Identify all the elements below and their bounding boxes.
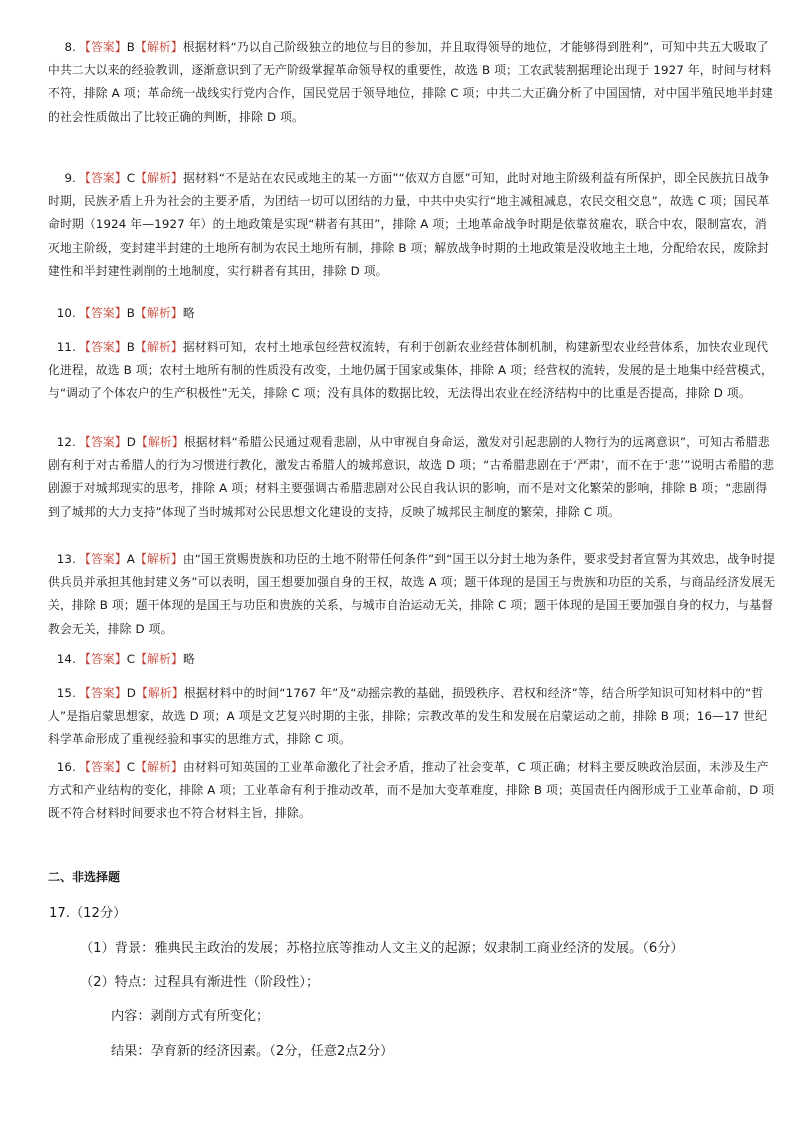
item-number: 11.	[56, 340, 76, 354]
q17-features: （2）特点：过程具有渐进性（阶段性）；	[80, 975, 320, 990]
analysis-text: 据材料可知，农村土地承包经营权流转，有利于创新农业经营体制机制，构建新型农业经营体系，加快农业现代化进程，故选 B 项；农村土地所有制的性质没有改变，土地仍属于国家或集体，排除 A 项；经营权的流转，发展的是土地集中经营模式，与“调动了个体农户的生产积极性”无关，排除 C 项；没有具体的数据比较，无法得出农业在经济结构中的比重是否提高，排除 D 项。	[48, 340, 773, 401]
answer-tag: 【答案】	[79, 306, 127, 320]
analysis-text: 根据材料“乃以自己阶级独立的地位与目的参加，并且取得领导的地位，才能够得到胜利”，可知中共五大吸取了中共二大以来的经验教训，逐渐意识到了无产阶级掌握革命领导权的重要性，故选 B 项；工农武装割据理论出现于 1927 年，时间与材料不符，排除 A 项；革命统一战线实行党内合作，国民党居于领导地位，排除 C 项；中共二大正确分析了中国国情，对中国半殖民地半封建的社会性质做出了比较正确的判断，排除 D 项。	[48, 40, 774, 124]
analysis-tag: 【解析】	[135, 340, 183, 354]
analysis-tag: 【解析】	[135, 552, 183, 566]
item-number: 10.	[56, 306, 76, 320]
analysis-tag: 【解析】	[135, 652, 183, 666]
analysis-tag: 【解析】	[135, 760, 183, 774]
answer-choice: B	[126, 340, 136, 354]
answer-item-14	[48, 648, 778, 671]
item-number: 8.	[64, 40, 76, 54]
analysis-text: 根据材料“希腊公民通过观看悲剧，从中审视自身命运，激发对引起悲剧的人物行为的远离意识”，可知古希腊悲剧有利于对古希腊人的行为习惯进行教化，激发古希腊人的城邦意识，故选 D 项；“古希腊悲剧在于‘严肃’，而不在于‘悲’”说明古希腊的悲剧源于对城邦现实的思考，排除 A 项；材料主要强调古希腊悲剧对公民自我认识的影响，而不是对文化繁荣的影响，排除 B 项；“悲剧得到了城邦的大力支持”体现了当时城邦对公民思想文化建设的支持，反映了城邦民主制度的繁荣，排除 C 项。	[48, 435, 775, 519]
analysis-text: 略	[182, 306, 195, 320]
q17-header: 17.（12分）	[49, 906, 127, 921]
analysis-text: 由材料可知英国的工业革命激化了社会矛盾，推动了社会变革，C 项正确；材料主要反映政治层面，未涉及生产方式和产业结构的变化，排除 A 项；工业革命有利于推动改革，而不是加大变革难度，排除 B 项；英国责任内阁形成于工业革命前，D 项既不符合材料时间要求也不符合材料主旨，排除。	[48, 760, 775, 821]
q17-content: 内容：剥削方式有所变化；	[111, 1009, 270, 1024]
answer-tag: 【答案】	[79, 652, 127, 666]
q17-result: 结果：孕育新的经济因素。（2分，任意2点2分）	[111, 1044, 394, 1059]
answer-item-10	[48, 302, 778, 325]
q17-background: （1）背景：雅典民主政治的发展；苏格拉底等推动人文主义的起源；奴隶制工商业经济的发展。（6分）	[80, 941, 684, 956]
answer-item-13	[48, 548, 778, 641]
item-number: 16.	[56, 760, 76, 774]
answer-tag: 【答案】	[79, 340, 127, 354]
analysis-text: 略	[182, 652, 195, 666]
item-number: 14.	[56, 652, 76, 666]
section-title: 二、非选择题	[48, 870, 121, 884]
item-number: 12.	[56, 435, 76, 449]
answer-tag: 【答案】	[79, 760, 127, 774]
answer-item-15	[48, 682, 778, 752]
answer-item-8	[48, 36, 778, 129]
answer-tag: 【答案】	[79, 435, 127, 449]
analysis-tag: 【解析】	[135, 171, 183, 185]
answer-choice: C	[126, 171, 136, 185]
answer-choice: A	[126, 552, 136, 566]
answer-tag: 【答案】	[79, 171, 127, 185]
item-number: 13.	[56, 552, 76, 566]
answer-item-16	[48, 756, 778, 826]
answer-item-11	[48, 336, 778, 406]
answer-item-9	[48, 167, 778, 283]
analysis-tag: 【解析】	[135, 306, 183, 320]
analysis-text: 由“国王赏赐贵族和功臣的土地不附带任何条件”到“国王以分封土地为条件，要求受封者宣誓为其效忠，战争时提供兵员并承担其他封建义务”可以表明，国王想要加强自身的王权，故选 A 项；题干体现的是国王与贵族和功臣的关系，与商品经济发展无关，排除 B 项；题干体现的是国王与功臣和贵族的关系，与城市自治运动无关，排除 C 项；题干体现的是国王要加强自身的权力，与基督教会无关，排除 D 项。	[48, 552, 776, 636]
answer-item-12	[48, 431, 778, 524]
analysis-text: 据材料“不是站在农民或地主的某一方面”“依双方自愿”可知，此时对地主阶级利益有所保护，即全民族抗日战争时期，民族矛盾上升为社会的主要矛盾，为团结一切可以团结的力量，中共中央实行“地主减租减息，农民交租交息”，故选 C 项；国民革命时期（1924 年—1927 年）的土地政策是实现“耕者有其田”，排除 A 项；土地革命战争时期是依靠贫雇农，联合中农，限制富农，消灭地主阶级，变封建半封建的土地所有制为农民土地所有制，排除 B 项；解放战争时期的土地政策是没收地主土地，分配给农民，废除封建性和半封建性剥削的土地制度，实行耕者有其田，排除 D 项。	[48, 171, 770, 278]
analysis-tag: 【解析】	[135, 40, 183, 54]
answer-tag: 【答案】	[79, 552, 127, 566]
analysis-tag: 【解析】	[136, 686, 184, 700]
answer-tag: 【答案】	[79, 686, 127, 700]
answer-choice: D	[126, 686, 137, 700]
answer-choice: D	[126, 435, 137, 449]
answer-choice: B	[126, 40, 136, 54]
answer-choice: C	[126, 760, 136, 774]
analysis-tag: 【解析】	[136, 435, 184, 449]
answer-tag: 【答案】	[79, 40, 127, 54]
item-number: 9.	[64, 171, 76, 185]
item-number: 15.	[56, 686, 76, 700]
analysis-text: 根据材料中的时间“1767 年”及“动摇宗教的基础，损毁秩序、君权和经济”等，结合所学知识可知材料中的“哲人”是指启蒙思想家，故选 D 项；A 项是文艺复兴时期的主张，排除；宗教改革的发生和发展在启蒙运动之前，排除 B 项；16—17 世纪科学革命形成了重视经验和事实的思维方式，排除 C 项。	[48, 686, 768, 747]
answer-choice: C	[126, 652, 136, 666]
answer-choice: B	[126, 306, 136, 320]
